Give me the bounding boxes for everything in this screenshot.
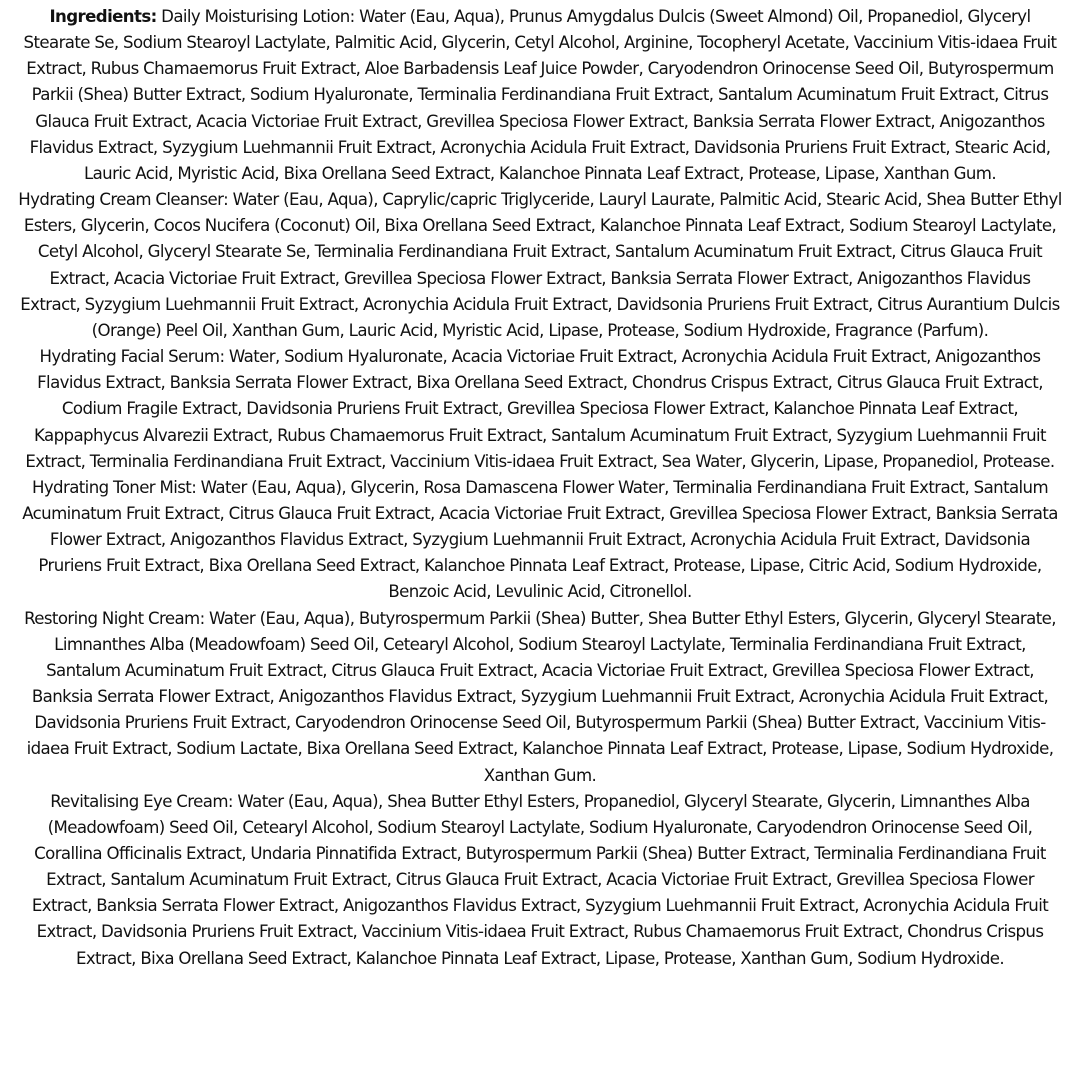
product-ingredients: Water (Eau, Aqua), Butyrospermum Parkii (Shea) Butter, Shea Butter Ethyl Esters, Glycerin, Glyceryl Stearate, Limnanthes Alba (Meadowfoam) Seed Oil, Cetearyl Alcohol, Sodium Stearoyl Lactylate, Terminalia Ferdinandiana Fruit Extract, Santalum Acuminatum Fruit Extract, Citrus Glauca Fruit Extract, Acacia Victoriae Fruit Extract, Grevillea Speciosa Flower Extract, Banksia Serrata Flower Extract, Anigozanthos Flavidus Extract, Syzygium Luehmannii Fruit Extract, Acronychia Acidula Fruit Extract, Davidsonia Pruriens Fruit Extract, Caryodendron Orinocense Seed Oil, Butyrospermum Parkii (Shea) Butter Extract, Vaccinium Vitis-idaea Fruit Extract, Sodium Lactate, Bixa Orellana Seed Extract, Kalanchoe Pinnata Leaf Extract, Protease, Lipase, Sodium Hydroxide, Xanthan Gum. bbox=[26, 608, 1056, 785]
product-block-restoring-night-cream: Restoring Night Cream: Water (Eau, Aqua), Butyrospermum Parkii (Shea) Butter, Shea Butter Ethyl Esters, Glycerin, Glyceryl Stearate, Limnanthes Alba (Meadowfoam) Seed Oil, Cetearyl Alcohol, Sodium Stearoyl Lactylate, Terminalia Ferdinandiana Fruit Extract, Santalum Acuminatum Fruit Extract, Citrus Glauca Fruit Extract, Acacia Victoriae Fruit Extract, Grevillea Speciosa Flower Extract, Banksia Serrata Flower Extract, Anigozanthos Flavidus Extract, Syzygium Luehmannii Fruit Extract, Acronychia Acidula Fruit Extract, Davidsonia Pruriens Fruit Extract, Caryodendron Orinocense Seed Oil, Butyrospermum Parkii (Shea) Butter Extract, Vaccinium Vitis-idaea Fruit Extract, Sodium Lactate, Bixa Orellana Seed Extract, Kalanchoe Pinnata Leaf Extract, Protease, Lipase, Sodium Hydroxide, Xanthan Gum. bbox=[24, 608, 1056, 785]
product-ingredients: Water (Eau, Aqua), Caprylic/capric Triglyceride, Lauryl Laurate, Palmitic Acid, Stearic Acid, Shea Butter Ethyl Esters, Glycerin, Cocos Nucifera (Coconut) Oil, Bixa Orellana Seed Extract, Kalanchoe Pinnata Leaf Extract, Sodium Stearoyl Lactylate, Cetyl Alcohol, Glyceryl Stearate Se, Terminalia Ferdinandiana Fruit Extract, Santalum Acuminatum Fruit Extract, Citrus Glauca Fruit Extract, Acacia Victoriae Fruit Extract, Grevillea Speciosa Flower Extract, Banksia Serrata Flower Extract, Anigozanthos Flavidus Extract, Syzygium Luehmannii Fruit Extract, Acronychia Acidula Fruit Extract, Davidsonia Pruriens Fruit Extract, Citrus Aurantium Dulcis (Orange) Peel Oil, Xanthan Gum, Lauric Acid, Myristic Acid, Lipase, Protease, Sodium Hydroxide, Fragrance (Parfum). bbox=[20, 190, 1062, 340]
product-ingredients: Water, Sodium Hyaluronate, Acacia Victoriae Fruit Extract, Acronychia Acidula Fruit Extract, Anigozanthos Flavidus Extract, Banksia Serrata Flower Extract, Bixa Orellana Seed Extract, Chondrus Crispus Extract, Citrus Glauca Fruit Extract, Codium Fragile Extract, Davidsonia Pruriens Fruit Extract, Grevillea Speciosa Flower Extract, Kalanchoe Pinnata Leaf Extract, Kappaphycus Alvarezii Extract, Rubus Chamaemorus Fruit Extract, Santalum Acuminatum Fruit Extract, Syzygium Luehmannii Fruit Extract, Terminalia Ferdinandiana Fruit Extract, Vaccinium Vitis-idaea Fruit Extract, Sea Water, Glycerin, Lipase, Propanediol, Protease. bbox=[25, 347, 1055, 471]
product-name: Restoring Night Cream bbox=[24, 608, 200, 628]
product-name: Hydrating Facial Serum bbox=[39, 347, 220, 367]
product-name: Hydrating Toner Mist bbox=[31, 477, 192, 497]
ingredients-heading: Ingredients: bbox=[49, 7, 157, 26]
product-block-daily-moisturising-lotion: Ingredients: Daily Moisturising Lotion: Water (Eau, Aqua), Prunus Amygdalus Dulcis (Sweet Almond) Oil, Propanediol, Glyceryl Stearate Se, Sodium Stearoyl Lactylate, Palmitic Acid, Glycerin, Cetyl Alcohol, Arginine, Tocopheryl Acetate, Vaccinium Vitis-idaea Fruit Extract, Rubus Chamaemorus Fruit Extract, Aloe Barbadensis Leaf Juice Powder, Caryodendron Orinocense Seed Oil, Butyrospermum Parkii (Shea) Butter Extract, Sodium Hyaluronate, Terminalia Ferdinandiana Fruit Extract, Santalum Acuminatum Fruit Extract, Citrus Glauca Fruit Extract, Acacia Victoriae Fruit Extract, Grevillea Speciosa Flower Extract, Banksia Serrata Flower Extract, Anigozanthos Flavidus Extract, Syzygium Luehmannii Fruit Extract, Acronychia Acidula Fruit Extract, Davidsonia Pruriens Fruit Extract, Stearic Acid, Lauric Acid, Myristic Acid, Bixa Orellana Seed Extract, Kalanchoe Pinnata Leaf Extract, Protease, Lipase, Xanthan Gum. bbox=[23, 7, 1057, 183]
product-ingredients: Water (Eau, Aqua), Shea Butter Ethyl Esters, Propanediol, Glyceryl Stearate, Glycerin, Limnanthes Alba (Meadowfoam) Seed Oil, Cetearyl Alcohol, Sodium Stearoyl Lactylate, Sodium Hyaluronate, Caryodendron Orinocense Seed Oil, Corallina Officinalis Extract, Undaria Pinnatifida Extract, Butyrospermum Parkii (Shea) Butter Extract, Terminalia Ferdinandiana Fruit Extract, Santalum Acuminatum Fruit Extract, Citrus Glauca Fruit Extract, Acacia Victoriae Fruit Extract, Grevillea Speciosa Flower Extract, Banksia Serrata Flower Extract, Anigozanthos Flavidus Extract, Syzygium Luehmannii Fruit Extract, Acronychia Acidula Fruit Extract, Davidsonia Pruriens Fruit Extract, Vaccinium Vitis-idaea Fruit Extract, Rubus Chamaemorus Fruit Extract, Chondrus Crispus Extract, Bixa Orellana Seed Extract, Kalanchoe Pinnata Leaf Extract, Lipase, Protease, Xanthan Gum, Sodium Hydroxide. bbox=[31, 791, 1049, 968]
product-block-hydrating-toner-mist: Hydrating Toner Mist: Water (Eau, Aqua), Glycerin, Rosa Damascena Flower Water, Terminalia Ferdinandiana Fruit Extract, Santalum Acuminatum Fruit Extract, Citrus Glauca Fruit Extract, Acacia Victoriae Fruit Extract, Grevillea Speciosa Flower Extract, Banksia Serrata Flower Extract, Anigozanthos Flavidus Extract, Syzygium Luehmannii Fruit Extract, Acronychia Acidula Fruit Extract, Davidsonia Pruriens Fruit Extract, Bixa Orellana Seed Extract, Kalanchoe Pinnata Leaf Extract, Protease, Lipase, Citric Acid, Sodium Hydroxide, Benzoic Acid, Levulinic Acid, Citronellol. bbox=[22, 477, 1058, 602]
ingredients-document bbox=[18, 4, 1062, 972]
product-ingredients: Water (Eau, Aqua), Glycerin, Rosa Damascena Flower Water, Terminalia Ferdinandiana Fruit Extract, Santalum Acuminatum Fruit Extract, Citrus Glauca Fruit Extract, Acacia Victoriae Fruit Extract, Grevillea Speciosa Flower Extract, Banksia Serrata Flower Extract, Anigozanthos Flavidus Extract, Syzygium Luehmannii Fruit Extract, Acronychia Acidula Fruit Extract, Davidsonia Pruriens Fruit Extract, Bixa Orellana Seed Extract, Kalanchoe Pinnata Leaf Extract, Protease, Lipase, Citric Acid, Sodium Hydroxide, Benzoic Acid, Levulinic Acid, Citronellol. bbox=[22, 477, 1058, 602]
product-name: Hydrating Cream Cleanser bbox=[18, 190, 224, 210]
product-block-hydrating-cream-cleanser: Hydrating Cream Cleanser: Water (Eau, Aqua), Caprylic/capric Triglyceride, Lauryl Laurate, Palmitic Acid, Stearic Acid, Shea Butter Ethyl Esters, Glycerin, Cocos Nucifera (Coconut) Oil, Bixa Orellana Seed Extract, Kalanchoe Pinnata Leaf Extract, Sodium Stearoyl Lactylate, Cetyl Alcohol, Glyceryl Stearate Se, Terminalia Ferdinandiana Fruit Extract, Santalum Acuminatum Fruit Extract, Citrus Glauca Fruit Extract, Acacia Victoriae Fruit Extract, Grevillea Speciosa Flower Extract, Banksia Serrata Flower Extract, Anigozanthos Flavidus Extract, Syzygium Luehmannii Fruit Extract, Acronychia Acidula Fruit Extract, Davidsonia Pruriens Fruit Extract, Citrus Aurantium Dulcis (Orange) Peel Oil, Xanthan Gum, Lauric Acid, Myristic Acid, Lipase, Protease, Sodium Hydroxide, Fragrance (Parfum). bbox=[18, 190, 1062, 340]
product-ingredients: Water (Eau, Aqua), Prunus Amygdalus Dulcis (Sweet Almond) Oil, Propanediol, Glyceryl Stearate Se, Sodium Stearoyl Lactylate, Palmitic Acid, Glycerin, Cetyl Alcohol, Arginine, Tocopheryl Acetate, Vaccinium Vitis-idaea Fruit Extract, Rubus Chamaemorus Fruit Extract, Aloe Barbadensis Leaf Juice Powder, Caryodendron Orinocense Seed Oil, Butyrospermum Parkii (Shea) Butter Extract, Sodium Hyaluronate, Terminalia Ferdinandiana Fruit Extract, Santalum Acuminatum Fruit Extract, Citrus Glauca Fruit Extract, Acacia Victoriae Fruit Extract, Grevillea Speciosa Flower Extract, Banksia Serrata Flower Extract, Anigozanthos Flavidus Extract, Syzygium Luehmannii Fruit Extract, Acronychia Acidula Fruit Extract, Davidsonia Pruriens Fruit Extract, Stearic Acid, Lauric Acid, Myristic Acid, Bixa Orellana Seed Extract, Kalanchoe Pinnata Leaf Extract, Protease, Lipase, Xanthan Gum. bbox=[23, 7, 1057, 183]
product-block-revitalising-eye-cream: Revitalising Eye Cream: Water (Eau, Aqua), Shea Butter Ethyl Esters, Propanediol, Glyceryl Stearate, Glycerin, Limnanthes Alba (Meadowfoam) Seed Oil, Cetearyl Alcohol, Sodium Stearoyl Lactylate, Sodium Hyaluronate, Caryodendron Orinocense Seed Oil, Corallina Officinalis Extract, Undaria Pinnatifida Extract, Butyrospermum Parkii (Shea) Butter Extract, Terminalia Ferdinandiana Fruit Extract, Santalum Acuminatum Fruit Extract, Citrus Glauca Fruit Extract, Acacia Victoriae Fruit Extract, Grevillea Speciosa Flower Extract, Banksia Serrata Flower Extract, Anigozanthos Flavidus Extract, Syzygium Luehmannii Fruit Extract, Acronychia Acidula Fruit Extract, Davidsonia Pruriens Fruit Extract, Vaccinium Vitis-idaea Fruit Extract, Rubus Chamaemorus Fruit Extract, Chondrus Crispus Extract, Bixa Orellana Seed Extract, Kalanchoe Pinnata Leaf Extract, Lipase, Protease, Xanthan Gum, Sodium Hydroxide. bbox=[31, 791, 1049, 968]
product-name: Daily Moisturising Lotion bbox=[161, 7, 350, 26]
product-name: Revitalising Eye Cream bbox=[50, 791, 228, 811]
product-block-hydrating-facial-serum: Hydrating Facial Serum: Water, Sodium Hyaluronate, Acacia Victoriae Fruit Extract, Acronychia Acidula Fruit Extract, Anigozanthos Flavidus Extract, Banksia Serrata Flower Extract, Bixa Orellana Seed Extract, Chondrus Crispus Extract, Citrus Glauca Fruit Extract, Codium Fragile Extract, Davidsonia Pruriens Fruit Extract, Grevillea Speciosa Flower Extract, Kalanchoe Pinnata Leaf Extract, Kappaphycus Alvarezii Extract, Rubus Chamaemorus Fruit Extract, Santalum Acuminatum Fruit Extract, Syzygium Luehmannii Fruit Extract, Terminalia Ferdinandiana Fruit Extract, Vaccinium Vitis-idaea Fruit Extract, Sea Water, Glycerin, Lipase, Propanediol, Protease. bbox=[25, 347, 1055, 471]
